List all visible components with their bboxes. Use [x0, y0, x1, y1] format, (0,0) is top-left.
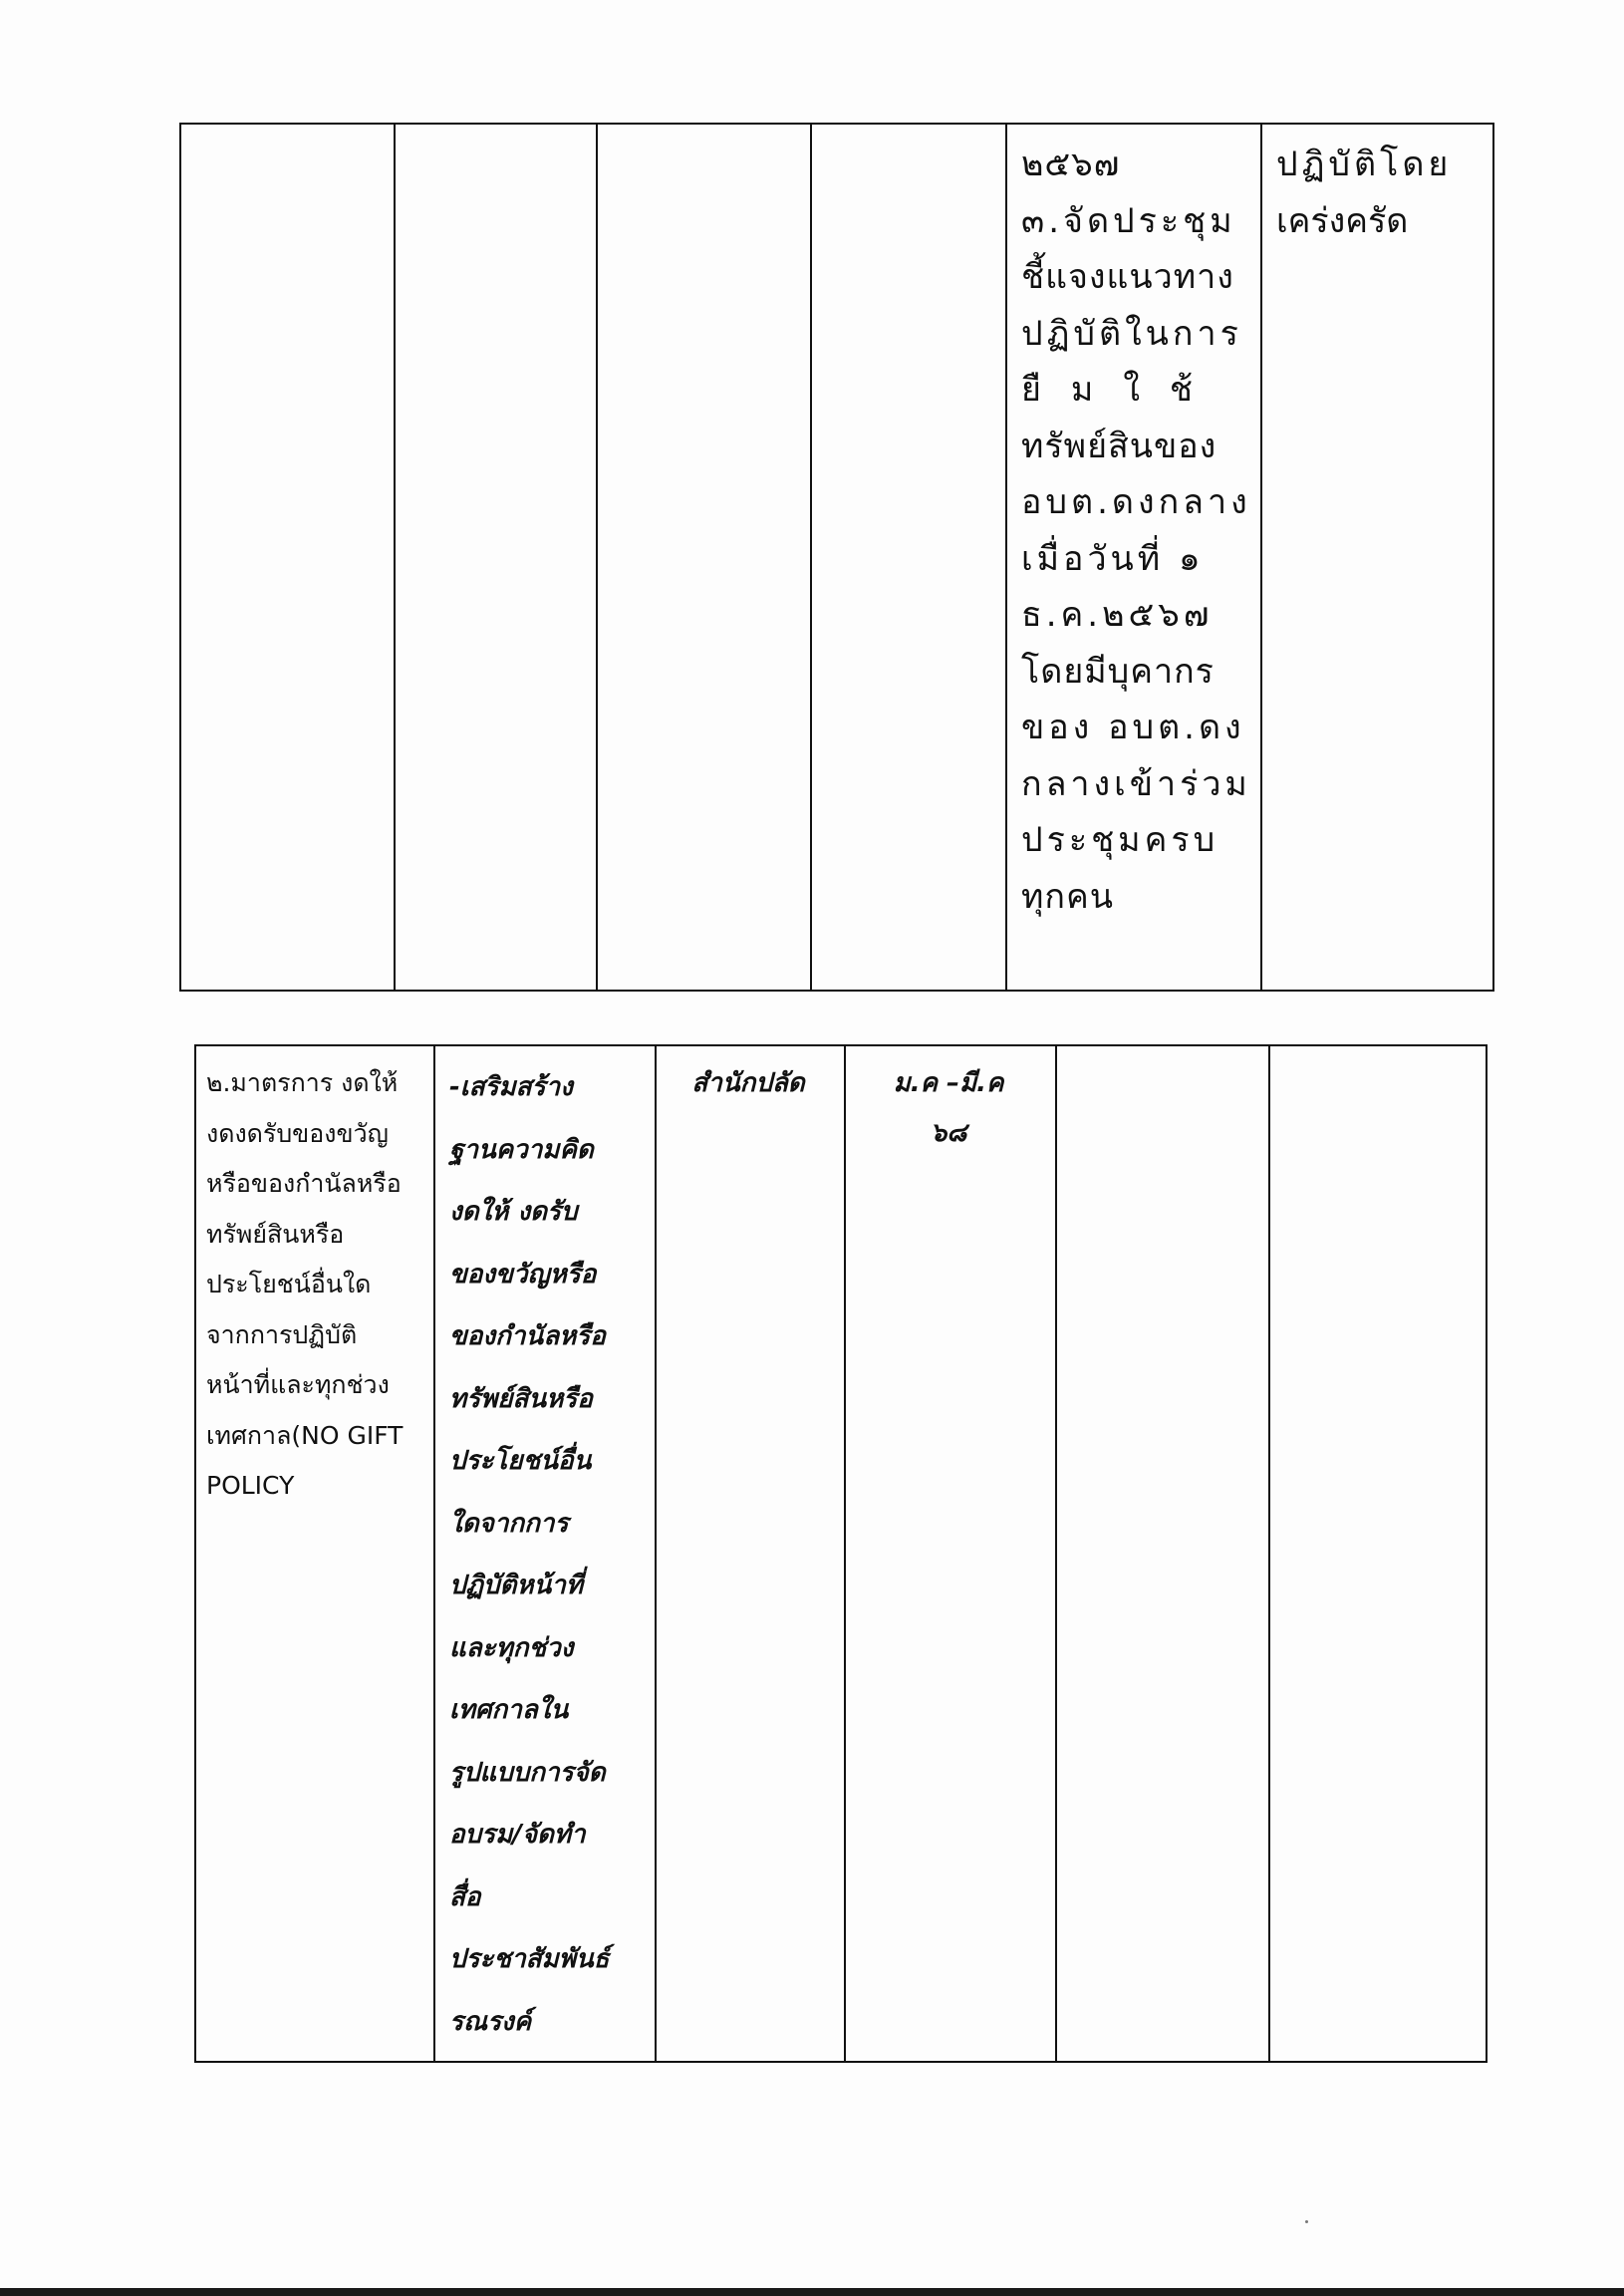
result-line: ๓.จัดประชุม [1021, 200, 1236, 241]
activity-line: ของกำนัลหรือ [449, 1321, 606, 1351]
bottom-table [194, 1044, 1488, 2063]
measure-line: งดงดรับของขวัญ [206, 1118, 389, 1148]
activity-line: งดให้ งดรับ [449, 1197, 578, 1227]
measure-line: หรือของกำนัลหรือ [206, 1169, 402, 1198]
result-cell [1006, 124, 1261, 991]
result-line: กลางเข้าร่วม [1021, 763, 1251, 804]
measure-line: POLICY [206, 1471, 295, 1500]
top-cell-2 [395, 124, 597, 991]
result-line: ของ อบต.ดง [1021, 708, 1245, 747]
bottom-cell-6 [1269, 1045, 1487, 2062]
period-cell [845, 1045, 1056, 2062]
activity-line: ประชาสัมพันธ์ [449, 1944, 610, 1974]
table-row [180, 124, 1493, 991]
result-line: ประชุมครบ [1021, 820, 1219, 860]
result-line: ธ.ค.๒๕๖๗ [1021, 595, 1214, 635]
measure-line: ทรัพย์สินหรือ [206, 1219, 345, 1249]
note-line: ปฏิบัติโดย [1276, 144, 1453, 184]
note-line: เคร่งครัด [1276, 200, 1409, 241]
measure-line: ๒.มาตรการ งดให้ [206, 1068, 399, 1097]
result-line: ทุกคน [1021, 876, 1114, 917]
activity-line: และทุกช่วง [449, 1632, 574, 1663]
table-row [195, 1045, 1487, 2062]
bottom-cell-5 [1056, 1045, 1269, 2062]
activity-line: ประโยชน์อื่น [449, 1446, 592, 1476]
measure-line: หน้าที่และทุกช่วง [206, 1370, 390, 1399]
activity-line: สื่อ [449, 1881, 481, 1912]
result-line: ๒๕๖๗ [1021, 144, 1121, 184]
result-line: ทรัพย์สินของ [1021, 426, 1218, 466]
top-cell-1 [180, 124, 395, 991]
top-cell-4 [811, 124, 1006, 991]
measure-cell [195, 1045, 434, 2062]
result-line: เมื่อวันที่ ๑ [1021, 538, 1205, 579]
measure-line: ประโยชน์อื่นใด [206, 1270, 372, 1298]
result-line: อบต.ดงกลาง [1021, 482, 1251, 522]
measure-line: เทศกาล(NO GIFT [206, 1420, 404, 1450]
result-line: ชี้แจงแนวทาง [1021, 257, 1234, 297]
result-line: โดยมีบุคากร [1021, 651, 1215, 692]
scan-speck [1305, 2220, 1308, 2223]
responsible-text: สำนักปลัด [691, 1068, 805, 1098]
measure-line: จากการปฏิบัติ [206, 1319, 358, 1349]
top-cell-3 [597, 124, 811, 991]
period-line: ม.ค –มี.ค [893, 1068, 1004, 1098]
result-line: ปฏิบัติในการ [1021, 313, 1242, 354]
activity-line: ปฏิบัติหน้าที่ [449, 1571, 583, 1600]
activity-line: รูปแบบการจัด [449, 1757, 606, 1788]
top-table [179, 123, 1494, 992]
activity-line: -เสริมสร้าง [449, 1072, 573, 1102]
result-line: ยืมใช้ [1021, 370, 1223, 410]
activity-line: อบรม/จัดทำ [449, 1820, 586, 1850]
activity-line: ของขวัญหรือ [449, 1259, 597, 1290]
activity-line: เทศกาลใน [449, 1695, 569, 1725]
activity-line: ทรัพย์สินหรือ [449, 1383, 593, 1414]
responsible-cell [656, 1045, 845, 2062]
activity-line: ฐานความคิด [449, 1134, 594, 1165]
activity-line: รณรงค์ [449, 2006, 532, 2037]
note-cell [1261, 124, 1493, 991]
scan-edge-shadow [0, 2288, 1624, 2296]
activity-cell [434, 1045, 656, 2062]
period-line: ๖๘ [930, 1118, 967, 1148]
activity-line: ใดจากการ [449, 1508, 569, 1539]
